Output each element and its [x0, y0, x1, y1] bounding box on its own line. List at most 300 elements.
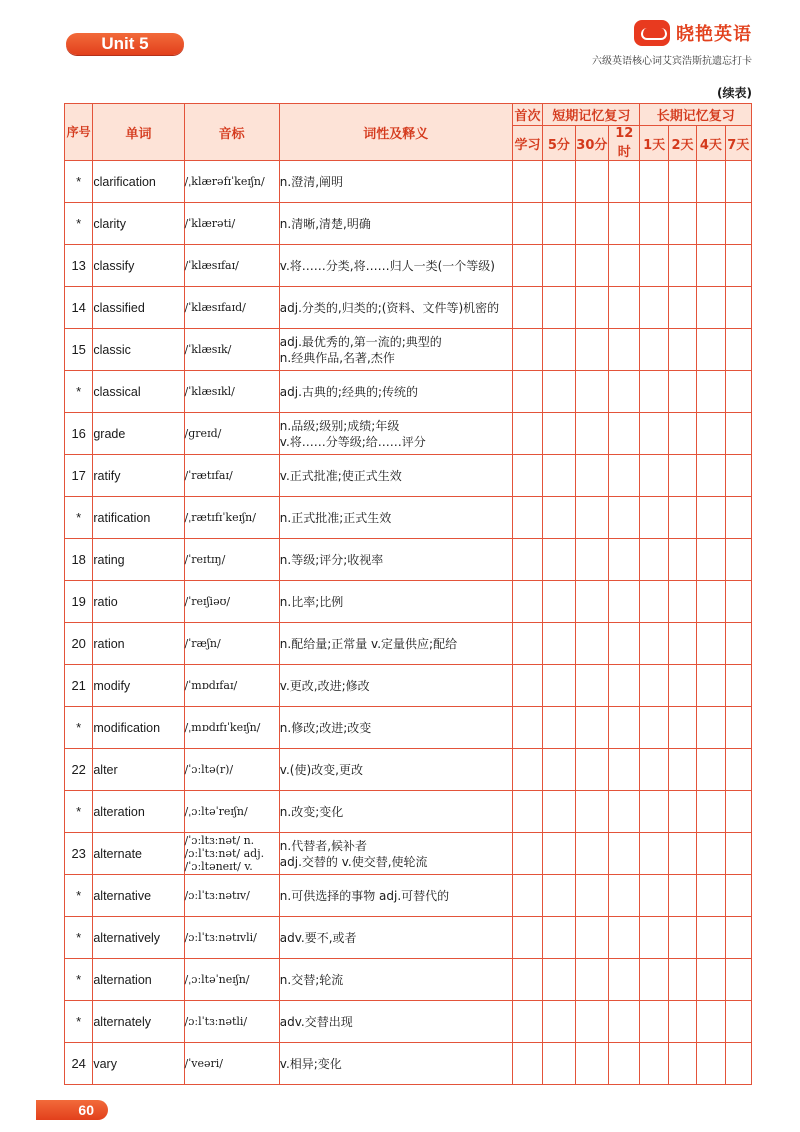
row-phonetic: /ˈklæsɪfaɪd/: [184, 287, 279, 329]
review-checkbox[interactable]: [609, 245, 640, 287]
row-definition: n.配给量;正常量 v.定量供应;配给: [279, 623, 512, 665]
vocab-body: [65, 161, 752, 1085]
table-row: [65, 455, 752, 497]
table-row: [65, 665, 752, 707]
row-definition: n.代替者,候补者 adj.交替的 v.使交替,使轮流: [279, 833, 512, 875]
review-checkbox[interactable]: [543, 539, 575, 581]
review-checkbox[interactable]: [725, 875, 751, 917]
table-row: [65, 245, 752, 287]
review-checkbox[interactable]: [512, 917, 542, 959]
table-row: [65, 413, 752, 455]
review-checkbox[interactable]: [697, 497, 725, 539]
review-checkbox[interactable]: [725, 749, 751, 791]
header-word: 单词: [93, 104, 184, 161]
review-checkbox[interactable]: [640, 707, 668, 749]
review-checkbox[interactable]: [512, 329, 542, 371]
review-checkbox[interactable]: [575, 665, 608, 707]
review-checkbox[interactable]: [609, 707, 640, 749]
review-checkbox[interactable]: [725, 371, 751, 413]
row-definition: n.等级;评分;收视率: [279, 539, 512, 581]
review-checkbox[interactable]: [697, 539, 725, 581]
review-checkbox[interactable]: [512, 413, 542, 455]
row-word: alternative: [93, 875, 184, 917]
review-checkbox[interactable]: [697, 161, 725, 203]
table-row: [65, 371, 752, 413]
review-checkbox[interactable]: [668, 371, 696, 413]
review-checkbox[interactable]: [640, 329, 668, 371]
row-number: *: [65, 959, 93, 1001]
brand-logo-icon: [634, 20, 670, 46]
review-checkbox[interactable]: [543, 287, 575, 329]
review-checkbox[interactable]: [725, 917, 751, 959]
review-checkbox[interactable]: [697, 791, 725, 833]
review-checkbox[interactable]: [609, 1001, 640, 1043]
review-checkbox[interactable]: [575, 287, 608, 329]
review-checkbox[interactable]: [640, 497, 668, 539]
review-checkbox[interactable]: [640, 623, 668, 665]
review-checkbox[interactable]: [543, 665, 575, 707]
row-number: *: [65, 917, 93, 959]
review-checkbox[interactable]: [697, 329, 725, 371]
review-checkbox[interactable]: [609, 623, 640, 665]
row-number: *: [65, 203, 93, 245]
row-phonetic: /ɔːlˈtɜːnətɪv/: [184, 875, 279, 917]
vocab-table: [64, 103, 752, 1085]
row-word: classic: [93, 329, 184, 371]
review-checkbox[interactable]: [640, 1001, 668, 1043]
row-word: clarity: [93, 203, 184, 245]
review-checkbox[interactable]: [640, 959, 668, 1001]
review-checkbox[interactable]: [543, 623, 575, 665]
review-checkbox[interactable]: [512, 665, 542, 707]
review-checkbox[interactable]: [725, 539, 751, 581]
review-checkbox[interactable]: [609, 833, 640, 875]
row-phonetic: /ˌklærəfɪˈkeɪʃn/: [184, 161, 279, 203]
table-row: [65, 1043, 752, 1085]
review-checkbox[interactable]: [640, 875, 668, 917]
table-row: [65, 329, 752, 371]
review-checkbox[interactable]: [725, 623, 751, 665]
review-checkbox[interactable]: [575, 203, 608, 245]
review-checkbox[interactable]: [512, 245, 542, 287]
review-checkbox[interactable]: [575, 497, 608, 539]
row-word: alter: [93, 749, 184, 791]
table-row: [65, 287, 752, 329]
row-number: 20: [65, 623, 93, 665]
table-row: [65, 707, 752, 749]
row-definition: adv.交替出现: [279, 1001, 512, 1043]
review-checkbox[interactable]: [697, 1001, 725, 1043]
header-short: 短期记忆复习: [543, 104, 640, 126]
header-first: 首次: [512, 104, 542, 126]
row-definition: v.将……分类,将……归人一类(一个等级): [279, 245, 512, 287]
header-first-sub: 学习: [512, 126, 542, 161]
review-checkbox[interactable]: [609, 161, 640, 203]
review-checkbox[interactable]: [640, 581, 668, 623]
review-checkbox[interactable]: [668, 329, 696, 371]
review-checkbox[interactable]: [725, 833, 751, 875]
review-checkbox[interactable]: [609, 539, 640, 581]
review-checkbox[interactable]: [725, 665, 751, 707]
review-checkbox[interactable]: [640, 1043, 668, 1085]
review-checkbox[interactable]: [543, 707, 575, 749]
review-checkbox[interactable]: [512, 707, 542, 749]
review-checkbox[interactable]: [609, 329, 640, 371]
review-checkbox[interactable]: [575, 707, 608, 749]
row-definition: n.可供选择的事物 adj.可替代的: [279, 875, 512, 917]
review-checkbox[interactable]: [609, 287, 640, 329]
table-row: [65, 917, 752, 959]
review-checkbox[interactable]: [640, 917, 668, 959]
review-checkbox[interactable]: [575, 455, 608, 497]
row-definition: n.交替;轮流: [279, 959, 512, 1001]
review-checkbox[interactable]: [543, 581, 575, 623]
review-checkbox[interactable]: [725, 413, 751, 455]
row-word: modification: [93, 707, 184, 749]
review-checkbox[interactable]: [668, 623, 696, 665]
review-checkbox[interactable]: [512, 833, 542, 875]
table-row: [65, 959, 752, 1001]
row-word: vary: [93, 1043, 184, 1085]
review-checkbox[interactable]: [697, 917, 725, 959]
review-checkbox[interactable]: [609, 455, 640, 497]
row-word: ratio: [93, 581, 184, 623]
review-checkbox[interactable]: [668, 875, 696, 917]
row-number: 24: [65, 1043, 93, 1085]
review-checkbox[interactable]: [640, 455, 668, 497]
row-number: 19: [65, 581, 93, 623]
table-row: [65, 833, 752, 875]
review-checkbox[interactable]: [725, 791, 751, 833]
row-number: 15: [65, 329, 93, 371]
review-checkbox[interactable]: [697, 707, 725, 749]
review-checkbox[interactable]: [609, 413, 640, 455]
review-checkbox[interactable]: [575, 749, 608, 791]
review-checkbox[interactable]: [640, 539, 668, 581]
row-word: rating: [93, 539, 184, 581]
review-checkbox[interactable]: [697, 959, 725, 1001]
review-checkbox[interactable]: [640, 245, 668, 287]
review-checkbox[interactable]: [609, 959, 640, 1001]
review-checkbox[interactable]: [640, 413, 668, 455]
row-phonetic: /ˈɔːltɜːnət/ n. /ɔːlˈtɜːnət/ adj. /ˈɔːltəneɪt/ v.: [184, 833, 279, 875]
page-number: 60: [36, 1100, 108, 1120]
review-checkbox[interactable]: [609, 917, 640, 959]
review-checkbox[interactable]: [697, 287, 725, 329]
row-phonetic: /ˈklæsɪfaɪ/: [184, 245, 279, 287]
review-checkbox[interactable]: [668, 1001, 696, 1043]
review-checkbox[interactable]: [697, 245, 725, 287]
review-checkbox[interactable]: [575, 959, 608, 1001]
review-checkbox[interactable]: [512, 539, 542, 581]
review-checkbox[interactable]: [668, 203, 696, 245]
row-number: 23: [65, 833, 93, 875]
header-short-12h: 12时: [609, 126, 640, 161]
row-number: *: [65, 1001, 93, 1043]
review-checkbox[interactable]: [668, 245, 696, 287]
row-phonetic: /ˈrætɪfaɪ/: [184, 455, 279, 497]
review-checkbox[interactable]: [543, 917, 575, 959]
review-checkbox[interactable]: [543, 245, 575, 287]
row-phonetic: /ˈreɪtɪŋ/: [184, 539, 279, 581]
brand-subtitle: 六级英语核心词艾宾浩斯抗遗忘打卡: [592, 56, 752, 67]
review-checkbox[interactable]: [668, 581, 696, 623]
review-checkbox[interactable]: [609, 497, 640, 539]
review-checkbox[interactable]: [512, 791, 542, 833]
review-checkbox[interactable]: [575, 413, 608, 455]
review-checkbox[interactable]: [512, 1001, 542, 1043]
brand-name: 晓艳英语: [676, 24, 752, 45]
row-phonetic: /ˌɔːltəˈreɪʃn/: [184, 791, 279, 833]
review-checkbox[interactable]: [640, 749, 668, 791]
review-checkbox[interactable]: [640, 371, 668, 413]
row-definition: adv.要不,或者: [279, 917, 512, 959]
review-checkbox[interactable]: [725, 581, 751, 623]
review-checkbox[interactable]: [668, 959, 696, 1001]
row-definition: adj.分类的,归类的;(资料、文件等)机密的: [279, 287, 512, 329]
review-checkbox[interactable]: [697, 749, 725, 791]
row-definition: n.正式批准;正式生效: [279, 497, 512, 539]
review-checkbox[interactable]: [697, 665, 725, 707]
row-definition: n.澄清,阐明: [279, 161, 512, 203]
row-phonetic: /ˌrætɪfɪˈkeɪʃn/: [184, 497, 279, 539]
table-row: [65, 875, 752, 917]
review-checkbox[interactable]: [575, 1043, 608, 1085]
review-checkbox[interactable]: [543, 497, 575, 539]
review-checkbox[interactable]: [725, 455, 751, 497]
review-checkbox[interactable]: [543, 203, 575, 245]
unit-badge: Unit 5: [66, 33, 184, 55]
review-checkbox[interactable]: [697, 833, 725, 875]
review-checkbox[interactable]: [575, 371, 608, 413]
table-row: [65, 791, 752, 833]
review-checkbox[interactable]: [725, 1001, 751, 1043]
review-checkbox[interactable]: [543, 161, 575, 203]
table-row: [65, 497, 752, 539]
review-checkbox[interactable]: [640, 665, 668, 707]
row-definition: v.更改,改进;修改: [279, 665, 512, 707]
row-number: *: [65, 875, 93, 917]
review-checkbox[interactable]: [543, 749, 575, 791]
review-checkbox[interactable]: [575, 581, 608, 623]
table-row: [65, 749, 752, 791]
table-row: [65, 581, 752, 623]
review-checkbox[interactable]: [668, 1043, 696, 1085]
review-checkbox[interactable]: [512, 287, 542, 329]
review-checkbox[interactable]: [609, 791, 640, 833]
review-checkbox[interactable]: [609, 749, 640, 791]
row-word: clarification: [93, 161, 184, 203]
row-phonetic: /ˈɔːltə(r)/: [184, 749, 279, 791]
row-word: classical: [93, 371, 184, 413]
review-checkbox[interactable]: [512, 371, 542, 413]
review-checkbox[interactable]: [543, 329, 575, 371]
review-checkbox[interactable]: [543, 875, 575, 917]
row-phonetic: /ɔːlˈtɜːnətɪvli/: [184, 917, 279, 959]
review-checkbox[interactable]: [543, 959, 575, 1001]
row-phonetic: /ˈreɪʃiəʊ/: [184, 581, 279, 623]
row-word: ratify: [93, 455, 184, 497]
row-phonetic: /ˌmɒdɪfɪˈkeɪʃn/: [184, 707, 279, 749]
review-checkbox[interactable]: [512, 161, 542, 203]
row-number: 18: [65, 539, 93, 581]
review-checkbox[interactable]: [575, 623, 608, 665]
review-checkbox[interactable]: [697, 371, 725, 413]
review-checkbox[interactable]: [543, 1001, 575, 1043]
review-checkbox[interactable]: [668, 413, 696, 455]
row-number: *: [65, 371, 93, 413]
header-phonetic: 音标: [184, 104, 279, 161]
row-phonetic: /ˈmɒdɪfaɪ/: [184, 665, 279, 707]
review-checkbox[interactable]: [512, 959, 542, 1001]
review-checkbox[interactable]: [609, 371, 640, 413]
row-number: 14: [65, 287, 93, 329]
row-word: alternate: [93, 833, 184, 875]
row-number: *: [65, 161, 93, 203]
review-checkbox[interactable]: [725, 329, 751, 371]
review-checkbox[interactable]: [668, 749, 696, 791]
review-checkbox[interactable]: [575, 245, 608, 287]
row-number: 17: [65, 455, 93, 497]
row-definition: n.修改;改进;改变: [279, 707, 512, 749]
review-checkbox[interactable]: [668, 791, 696, 833]
row-phonetic: /ˌɔːltəˈneɪʃn/: [184, 959, 279, 1001]
review-checkbox[interactable]: [575, 833, 608, 875]
header-short-30min: 30分: [575, 126, 608, 161]
row-word: alternation: [93, 959, 184, 1001]
table-row: [65, 161, 752, 203]
review-checkbox[interactable]: [609, 875, 640, 917]
review-checkbox[interactable]: [609, 665, 640, 707]
review-checkbox[interactable]: [575, 791, 608, 833]
review-checkbox[interactable]: [725, 497, 751, 539]
row-number: *: [65, 791, 93, 833]
table-row: [65, 539, 752, 581]
review-checkbox[interactable]: [668, 833, 696, 875]
review-checkbox[interactable]: [543, 413, 575, 455]
review-checkbox[interactable]: [512, 581, 542, 623]
row-definition: n.品级;级别;成绩;年级 v.将……分等级;给……评分: [279, 413, 512, 455]
header-long-2d: 2天: [668, 126, 696, 161]
row-phonetic: /ɡreɪd/: [184, 413, 279, 455]
review-checkbox[interactable]: [668, 497, 696, 539]
row-number: *: [65, 707, 93, 749]
row-word: classified: [93, 287, 184, 329]
row-definition: adj.古典的;经典的;传统的: [279, 371, 512, 413]
brand: [634, 20, 752, 46]
row-phonetic: /ˈveəri/: [184, 1043, 279, 1085]
row-number: 21: [65, 665, 93, 707]
row-definition: v.(使)改变,更改: [279, 749, 512, 791]
review-checkbox[interactable]: [640, 203, 668, 245]
review-checkbox[interactable]: [543, 1043, 575, 1085]
header-long-4d: 4天: [697, 126, 725, 161]
row-definition: v.相异;变化: [279, 1043, 512, 1085]
review-checkbox[interactable]: [543, 455, 575, 497]
review-checkbox[interactable]: [697, 455, 725, 497]
review-checkbox[interactable]: [668, 665, 696, 707]
review-checkbox[interactable]: [725, 707, 751, 749]
row-word: ration: [93, 623, 184, 665]
review-checkbox[interactable]: [668, 539, 696, 581]
header-long: 长期记忆复习: [640, 104, 752, 126]
row-word: classify: [93, 245, 184, 287]
review-checkbox[interactable]: [543, 791, 575, 833]
review-checkbox[interactable]: [725, 161, 751, 203]
review-checkbox[interactable]: [668, 707, 696, 749]
review-checkbox[interactable]: [609, 1043, 640, 1085]
review-checkbox[interactable]: [668, 917, 696, 959]
review-checkbox[interactable]: [575, 329, 608, 371]
review-checkbox[interactable]: [512, 875, 542, 917]
table-row: [65, 1001, 752, 1043]
review-checkbox[interactable]: [697, 875, 725, 917]
row-number: 16: [65, 413, 93, 455]
review-checkbox[interactable]: [668, 161, 696, 203]
review-checkbox[interactable]: [543, 371, 575, 413]
review-checkbox[interactable]: [512, 749, 542, 791]
review-checkbox[interactable]: [697, 581, 725, 623]
review-checkbox[interactable]: [640, 161, 668, 203]
row-word: ratification: [93, 497, 184, 539]
review-checkbox[interactable]: [575, 161, 608, 203]
review-checkbox[interactable]: [697, 1043, 725, 1085]
header-seq: 序号: [65, 104, 93, 161]
row-definition: adj.最优秀的,第一流的;典型的 n.经典作品,名著,杰作: [279, 329, 512, 371]
row-definition: n.比率;比例: [279, 581, 512, 623]
row-word: alteration: [93, 791, 184, 833]
review-checkbox[interactable]: [543, 833, 575, 875]
row-phonetic: /ˈklæsɪkl/: [184, 371, 279, 413]
review-checkbox[interactable]: [668, 455, 696, 497]
row-phonetic: /ˈræʃn/: [184, 623, 279, 665]
review-checkbox[interactable]: [697, 413, 725, 455]
header-meaning: 词性及释义: [279, 104, 512, 161]
review-checkbox[interactable]: [640, 833, 668, 875]
review-checkbox[interactable]: [609, 581, 640, 623]
review-checkbox[interactable]: [725, 203, 751, 245]
row-word: alternately: [93, 1001, 184, 1043]
review-checkbox[interactable]: [512, 623, 542, 665]
review-checkbox[interactable]: [512, 203, 542, 245]
review-checkbox[interactable]: [575, 917, 608, 959]
row-definition: n.改变;变化: [279, 791, 512, 833]
table-row: [65, 623, 752, 665]
row-number: 13: [65, 245, 93, 287]
row-definition: n.清晰,清楚,明确: [279, 203, 512, 245]
review-checkbox[interactable]: [725, 287, 751, 329]
review-checkbox[interactable]: [575, 875, 608, 917]
row-word: grade: [93, 413, 184, 455]
review-checkbox[interactable]: [512, 497, 542, 539]
row-word: modify: [93, 665, 184, 707]
review-checkbox[interactable]: [725, 1043, 751, 1085]
review-checkbox[interactable]: [575, 539, 608, 581]
review-checkbox[interactable]: [725, 959, 751, 1001]
review-checkbox[interactable]: [697, 203, 725, 245]
review-checkbox[interactable]: [575, 1001, 608, 1043]
row-phonetic: /ˈklærəti/: [184, 203, 279, 245]
review-checkbox[interactable]: [725, 245, 751, 287]
review-checkbox[interactable]: [512, 1043, 542, 1085]
review-checkbox[interactable]: [609, 203, 640, 245]
review-checkbox[interactable]: [640, 287, 668, 329]
review-checkbox[interactable]: [668, 287, 696, 329]
review-checkbox[interactable]: [697, 623, 725, 665]
review-checkbox[interactable]: [512, 455, 542, 497]
table-row: [65, 203, 752, 245]
review-checkbox[interactable]: [640, 791, 668, 833]
